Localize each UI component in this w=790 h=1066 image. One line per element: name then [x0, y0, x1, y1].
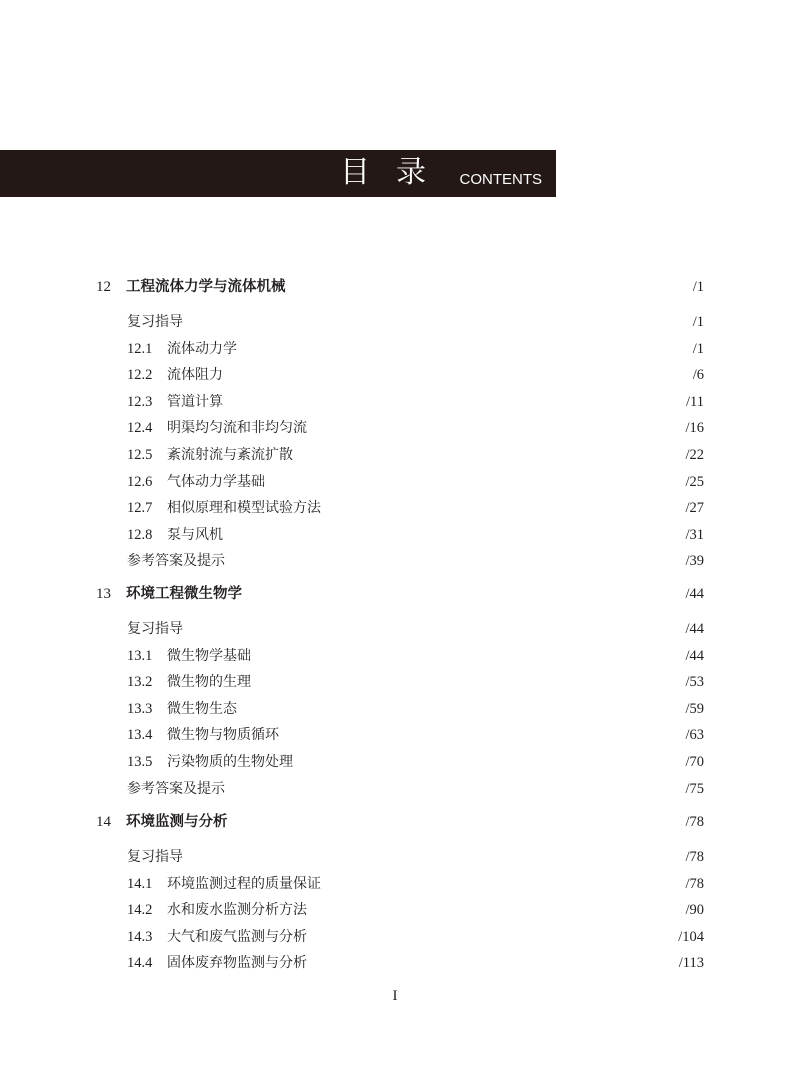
section-page: /70 [685, 754, 704, 770]
section-title: 复习指导 [127, 621, 183, 637]
toc-entry-row[interactable] [0, 618, 790, 640]
toc-entry-row[interactable] [0, 952, 790, 974]
toc-entry-row[interactable] [0, 873, 790, 895]
section-page: /63 [685, 727, 704, 744]
toc-entry-row[interactable] [0, 899, 790, 921]
section-number: 12.7 [127, 500, 153, 517]
section-page: /1 [692, 314, 704, 330]
chapter-number: 12 [96, 279, 111, 295]
section-number: 12.4 [127, 420, 153, 437]
contents-banner [0, 150, 556, 197]
chapter-title: 工程流体力学与流体机械 [126, 279, 286, 295]
page-number: I [392, 988, 398, 1004]
section-title: 参考答案及提示 [127, 553, 225, 570]
chapter-title: 环境工程微生物学 [126, 586, 242, 602]
section-page: /16 [685, 420, 704, 437]
section-page: /31 [685, 526, 704, 543]
toc-entry-row[interactable] [0, 550, 790, 572]
toc-entry-row[interactable] [0, 926, 790, 948]
section-page: /113 [678, 955, 704, 972]
section-title: 微生物与物质循环 [167, 727, 279, 744]
section-title: 气体动力学基础 [167, 473, 265, 490]
section-title: 泵与风机 [167, 526, 223, 543]
section-title: 固体废弃物监测与分析 [167, 955, 307, 972]
section-number: 12.6 [127, 473, 153, 490]
section-page: /44 [685, 647, 704, 664]
toc-chapter-row[interactable] [0, 811, 790, 833]
section-page: /75 [685, 780, 704, 797]
toc-entry-row[interactable] [0, 471, 790, 493]
section-title: 流体动力学 [167, 340, 237, 357]
section-title: 明渠均匀流和非均匀流 [167, 420, 307, 437]
section-title: 参考答案及提示 [127, 780, 225, 797]
section-title: 紊流射流与紊流扩散 [167, 447, 293, 463]
section-title: 复习指导 [127, 314, 183, 330]
section-number: 13.4 [127, 727, 153, 744]
toc-entry-row[interactable] [0, 645, 790, 667]
section-number: 12.5 [127, 447, 153, 463]
section-title: 微生物的生理 [167, 674, 251, 691]
page-subtitle: CONTENTS [459, 171, 542, 188]
section-number: 12.2 [127, 367, 153, 384]
section-number: 13.3 [127, 700, 153, 717]
section-title: 复习指导 [127, 849, 183, 865]
section-number: 14.3 [127, 928, 153, 945]
toc-entry-row[interactable] [0, 364, 790, 386]
toc-entry-row[interactable] [0, 391, 790, 413]
section-page: /1 [692, 340, 704, 357]
toc-entry-row[interactable] [0, 417, 790, 439]
toc-entry-row[interactable] [0, 724, 790, 746]
section-page: /39 [685, 553, 704, 570]
section-number: 12.8 [127, 526, 153, 543]
section-number: 12.3 [127, 393, 153, 410]
toc-entry-row[interactable] [0, 778, 790, 800]
toc-entry-row[interactable] [0, 444, 790, 466]
section-page: /90 [685, 902, 704, 919]
section-page: /44 [685, 621, 704, 637]
section-page: /78 [685, 849, 704, 865]
toc-entry-row[interactable] [0, 671, 790, 693]
chapter-title: 环境监测与分析 [126, 814, 228, 830]
section-number: 12.1 [127, 340, 153, 357]
section-page: /53 [685, 674, 704, 691]
section-number: 14.1 [127, 875, 153, 892]
section-page: /104 [678, 928, 704, 945]
toc-entry-row[interactable] [0, 497, 790, 519]
chapter-number: 13 [96, 586, 111, 602]
section-page: /6 [692, 367, 704, 384]
chapter-page: /78 [685, 814, 704, 830]
toc-entry-row[interactable] [0, 751, 790, 773]
page-title: 目录 [340, 155, 452, 190]
section-page: /27 [685, 500, 704, 517]
section-number: 14.4 [127, 955, 153, 972]
section-number: 13.5 [127, 754, 153, 770]
section-title: 大气和废气监测与分析 [167, 928, 307, 945]
toc-chapter-row[interactable] [0, 583, 790, 605]
section-page: /59 [685, 700, 704, 717]
section-title: 流体阻力 [167, 367, 223, 384]
section-title: 水和废水监测分析方法 [167, 902, 307, 919]
section-page: /78 [685, 875, 704, 892]
toc-entry-row[interactable] [0, 524, 790, 546]
section-number: 13.1 [127, 647, 153, 664]
section-title: 管道计算 [167, 393, 223, 410]
section-page: /25 [685, 473, 704, 490]
toc-entry-row[interactable] [0, 698, 790, 720]
section-page: /22 [685, 447, 704, 463]
toc-chapter-row[interactable] [0, 276, 790, 298]
section-title: 微生物学基础 [167, 647, 251, 664]
section-number: 14.2 [127, 902, 153, 919]
section-title: 环境监测过程的质量保证 [167, 875, 321, 892]
chapter-number: 14 [96, 814, 111, 830]
toc-entry-row[interactable] [0, 311, 790, 333]
section-number: 13.2 [127, 674, 153, 691]
section-title: 微生物生态 [167, 700, 237, 717]
section-title: 污染物质的生物处理 [167, 754, 293, 770]
chapter-page: /44 [685, 586, 704, 602]
toc-entry-row[interactable] [0, 846, 790, 868]
chapter-page: /1 [692, 279, 704, 295]
section-title: 相似原理和模型试验方法 [167, 500, 321, 517]
section-page: /11 [686, 393, 704, 410]
toc-entry-row[interactable] [0, 338, 790, 360]
